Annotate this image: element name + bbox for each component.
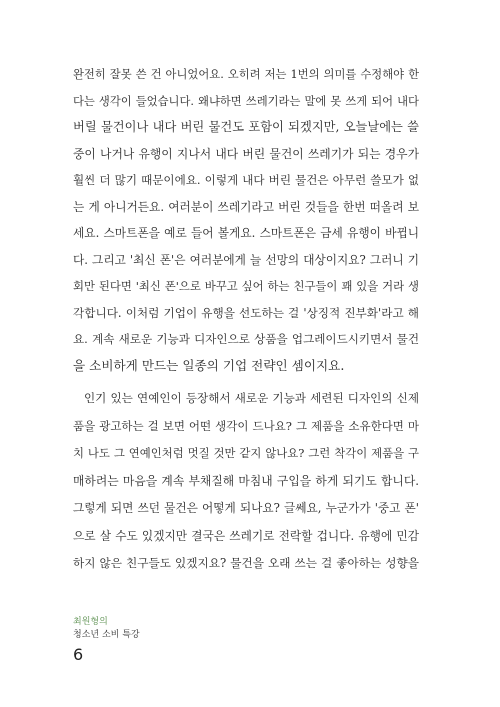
text-line: 세요. 스마트폰을 예로 들어 볼게요. 스마트폰은 금세 유행이 바뀝니: [73, 226, 419, 240]
text-line: 품을 광고하는 걸 보면 어떤 생각이 드나요? 그 제품을 소유한다면 마: [73, 418, 419, 433]
text-line: 는 게 아니거든요. 여러분이 쓰레기라고 버린 것들을 한번 떠올려 보: [73, 199, 419, 214]
text-line: 매하려는 마음을 계속 부채질해 마침내 구입을 하게 되기도 합니다.: [73, 473, 419, 488]
text-line: 치 나도 그 연예인처럼 멋질 것만 같지 않나요? 그런 착각이 제품을 구: [73, 446, 419, 460]
page-number: 6: [73, 645, 84, 664]
footer-book-title: 청소년 소비 특강: [73, 630, 140, 640]
text-line: 하지 않은 친구들도 있겠지요? 물건을 오래 쓰는 걸 좋아하는 성향을: [73, 556, 419, 570]
text-line: 그렇게 되면 쓰던 물건은 어떻게 되나요? 글쎄요, 누군가가 '중고 폰': [73, 501, 419, 515]
text-line: 회만 된다면 '최신 폰'으로 바꾸고 싶어 하는 친구들이 꽤 있을 거라 생: [73, 279, 419, 293]
text-line: 각합니다. 이처럼 기업이 유행을 선도하는 걸 '상징적 진부화'라고 해: [73, 305, 419, 320]
text-line: 인기 있는 연예인이 등장해서 새로운 기능과 세련된 디자인의 신제: [84, 391, 419, 405]
text-line: 을 소비하게 만드는 일종의 기업 전략인 셈이지요.: [73, 357, 345, 373]
text-line: 요. 계속 새로운 기능과 디자인으로 상품을 업그레이드시키면서 물건: [73, 332, 419, 346]
text-line: 으로 살 수도 있겠지만 결국은 쓰레기로 전락할 겁니다. 유행에 민감: [73, 528, 419, 543]
text-line: 중이 나거나 유행이 지나서 내다 버린 물건이 쓰레기가 되는 경우가: [73, 146, 419, 161]
footer-author: 최원형의: [73, 617, 108, 627]
text-line: 다는 생각이 들었습니다. 왜냐하면 쓰레기라는 말에 못 쓰게 되어 내다: [73, 93, 419, 108]
text-line: 훨씬 더 많기 때문이에요. 이렇게 내다 버린 물건은 아무런 쓸모가 없: [73, 173, 419, 187]
text-line: 다. 그리고 '최신 폰'은 여러분에게 늘 선망의 대상이지요? 그러니 기: [73, 252, 419, 267]
text-line: 완전히 잘못 쓴 건 아니었어요. 오히려 저는 1번의 의미를 수정해야 한: [73, 67, 419, 81]
text-line: 버릴 물건이나 내다 버린 물건도 포함이 되겠지만, 오늘날에는 쓸: [73, 120, 419, 134]
